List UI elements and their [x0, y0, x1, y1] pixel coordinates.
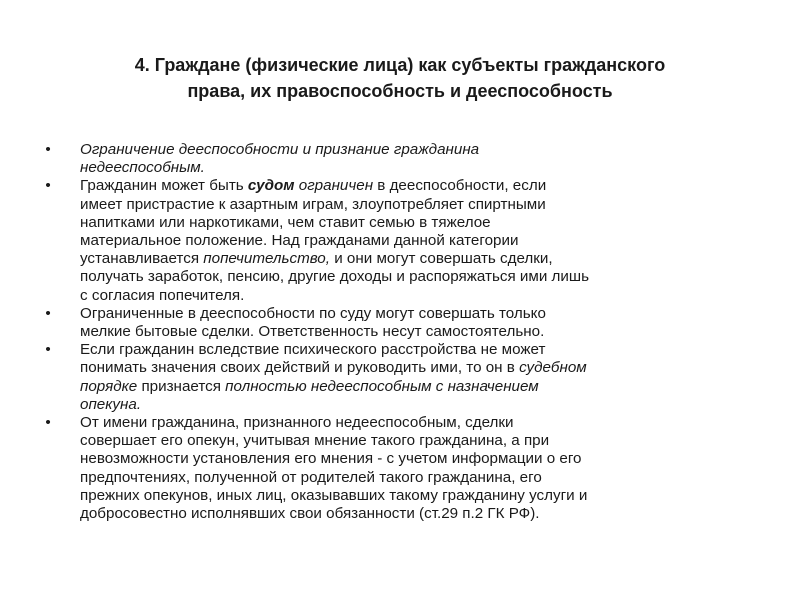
bullet-text	[80, 141, 760, 177]
bullet-text	[80, 177, 760, 304]
bullet-list	[40, 141, 760, 523]
bullet-item-small-transactions	[40, 305, 760, 341]
bullet-mark: •	[45, 341, 51, 359]
bullet-mark: •	[45, 414, 51, 432]
bullet-line: От имени гражданина, признанного недееспособным, сделки	[80, 414, 514, 432]
bullet-line: Ограниченные в дееспособности по суду могут совершать только	[80, 304, 546, 322]
bullet-text	[80, 305, 760, 341]
emphasis-guardian: опекуна.	[80, 395, 142, 413]
bullet-line: материальное положение. Над гражданами данной категории	[80, 232, 519, 250]
bullet-line	[80, 378, 760, 396]
bullet-line: получать заработок, пенсию, другие доходы и распоряжаться ими лишь	[80, 268, 590, 286]
text-run: устанавливается	[80, 250, 204, 268]
bullet-item-court-restriction	[40, 177, 760, 304]
emphasis-procedure: порядке	[80, 377, 138, 395]
bullet-text	[80, 414, 760, 523]
emphasis-restricted: ограничен	[298, 177, 374, 195]
text-run: признается	[137, 377, 226, 395]
bullet-line: с согласия попечителя.	[80, 286, 245, 304]
bullet-line: невозможности установления его мнения - с учетом информации о его	[80, 450, 582, 468]
slide-title-line: 4. Граждане (физические лица) как субъекты гражданского	[134, 55, 666, 75]
emphasis-court: судом	[247, 177, 295, 195]
text-run: Гражданин может быть	[80, 177, 248, 195]
bullet-line: предпочтениях, полученной от родителей такого гражданина, его	[80, 468, 542, 486]
bullet-line: недееспособным.	[80, 159, 205, 177]
text-run: и они могут совершать сделки,	[329, 250, 553, 268]
bullet-line	[80, 250, 760, 268]
bullet-line: напитками или наркотиками, чем ставит семью в тяжелое	[80, 213, 491, 231]
bullet-item-incapacity	[40, 341, 760, 414]
bullet-line: имеет пристрастие к азартным играм, злоупотребляет спиртными	[80, 195, 546, 213]
bullet-line: прежних опекунов, иных лиц, оказывавших такому гражданину услуги и	[80, 486, 588, 504]
bullet-mark: •	[45, 141, 51, 158]
bullet-mark: •	[45, 304, 51, 322]
bullet-line: Ограничение дееспособности и признание гражданина	[80, 141, 480, 158]
slide-title-line: права, их правоспособность и дееспособность	[187, 81, 613, 101]
bullet-line	[80, 396, 760, 414]
bullet-text	[80, 341, 760, 414]
emphasis-guardianship: попечительство,	[203, 250, 330, 268]
text-run: в дееспособности, если	[373, 177, 547, 195]
text-run: понимать значения своих действий и руководить ими, то он в	[80, 359, 520, 377]
emphasis-fully-incapable: полностью недееспособным с назначением	[225, 377, 539, 395]
bullet-line	[80, 359, 760, 377]
bullet-line	[80, 177, 760, 195]
slide-title	[60, 52, 740, 104]
bullet-mark: •	[45, 177, 51, 195]
bullet-item-restriction-heading	[40, 141, 760, 177]
bullet-line: Если гражданин вследствие психического расстройства не может	[80, 341, 546, 359]
emphasis-judicial: судебном	[519, 359, 587, 377]
bullet-item-guardian-transactions	[40, 414, 760, 523]
bullet-line: добросовестно исполнявших свои обязанности (ст.29 п.2 ГК РФ).	[80, 505, 540, 523]
bullet-line: совершает его опекун, учитывая мнение такого гражданина, а при	[80, 432, 550, 450]
bullet-line: мелкие бытовые сделки. Ответственность несут самостоятельно.	[80, 323, 545, 341]
